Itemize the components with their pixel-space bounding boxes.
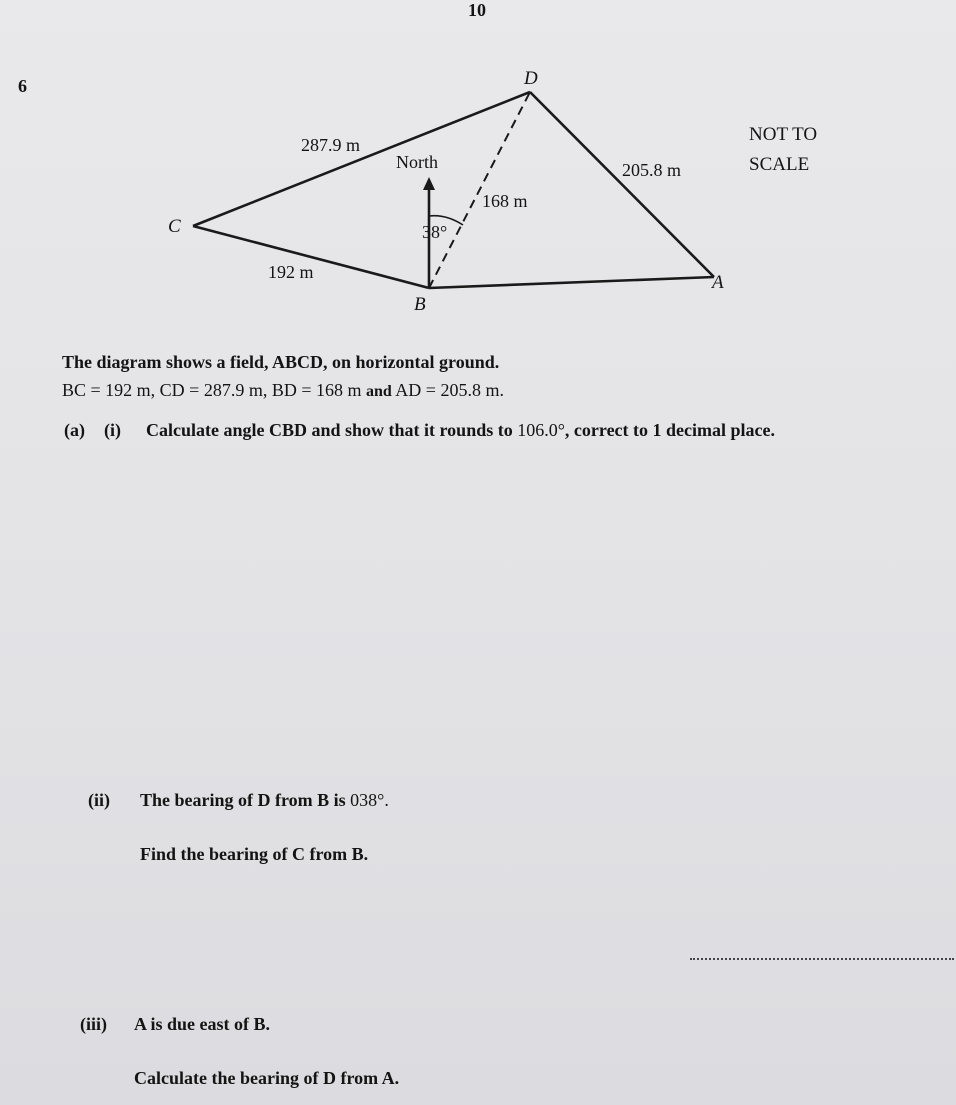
label-b: B xyxy=(414,294,426,315)
part-a-i-value: 106.0° xyxy=(517,420,565,440)
part-a-ii-bearing-value: 038°. xyxy=(350,790,389,810)
part-a-i-text-before: Calculate angle CBD and show that it rounds to xyxy=(146,420,513,440)
page-number: 10 xyxy=(468,0,486,20)
part-a-iii-label: (iii) xyxy=(80,1014,107,1034)
label-cd-length: 287.9 m xyxy=(301,135,361,155)
part-a-iii-line2: Calculate the bearing of D from A. xyxy=(134,1068,400,1088)
label-bd-length: 168 m xyxy=(482,191,528,211)
label-ad-length: 205.8 m xyxy=(622,160,682,180)
edge-da xyxy=(530,92,714,277)
part-a-ii-label: (ii) xyxy=(88,790,110,810)
edge-cd xyxy=(193,92,530,226)
part-a-i-text-after: , correct to 1 decimal place. xyxy=(564,420,776,440)
label-d: D xyxy=(524,68,538,89)
label-angle: 38° xyxy=(422,222,448,242)
not-to-scale-line2: SCALE xyxy=(749,154,810,175)
label-north: North xyxy=(396,152,438,172)
intro-measures-2: AD = 205.8 m. xyxy=(395,380,504,400)
intro-line-1: The diagram shows a field, ABCD, on horizontal ground. xyxy=(62,352,500,372)
label-c: C xyxy=(168,216,181,237)
label-bc-length: 192 m xyxy=(268,262,314,282)
north-arrowhead-icon xyxy=(423,177,435,190)
label-a: A xyxy=(712,272,724,293)
intro-and: and xyxy=(365,383,392,400)
part-a-i-text xyxy=(146,420,775,441)
not-to-scale-line1: NOT TO xyxy=(749,124,818,145)
edge-ab xyxy=(429,277,714,288)
answer-line xyxy=(690,958,954,960)
part-a-ii-line1-text: The bearing of D from B is xyxy=(140,790,346,810)
edge-bd-dashed xyxy=(429,92,530,288)
part-a-ii-line1 xyxy=(140,790,389,811)
part-a-iii-line1: A is due east of B. xyxy=(134,1014,271,1034)
part-a-i-label: (i) xyxy=(104,420,121,440)
field-diagram xyxy=(0,0,956,330)
part-a-ii-line2: Find the bearing of C from B. xyxy=(140,844,369,864)
part-a-label: (a) xyxy=(64,420,85,440)
intro-line-2 xyxy=(62,380,504,401)
intro-measures-1: BC = 192 m, CD = 287.9 m, BD = 168 m xyxy=(62,380,362,400)
question-number: 6 xyxy=(18,76,27,96)
